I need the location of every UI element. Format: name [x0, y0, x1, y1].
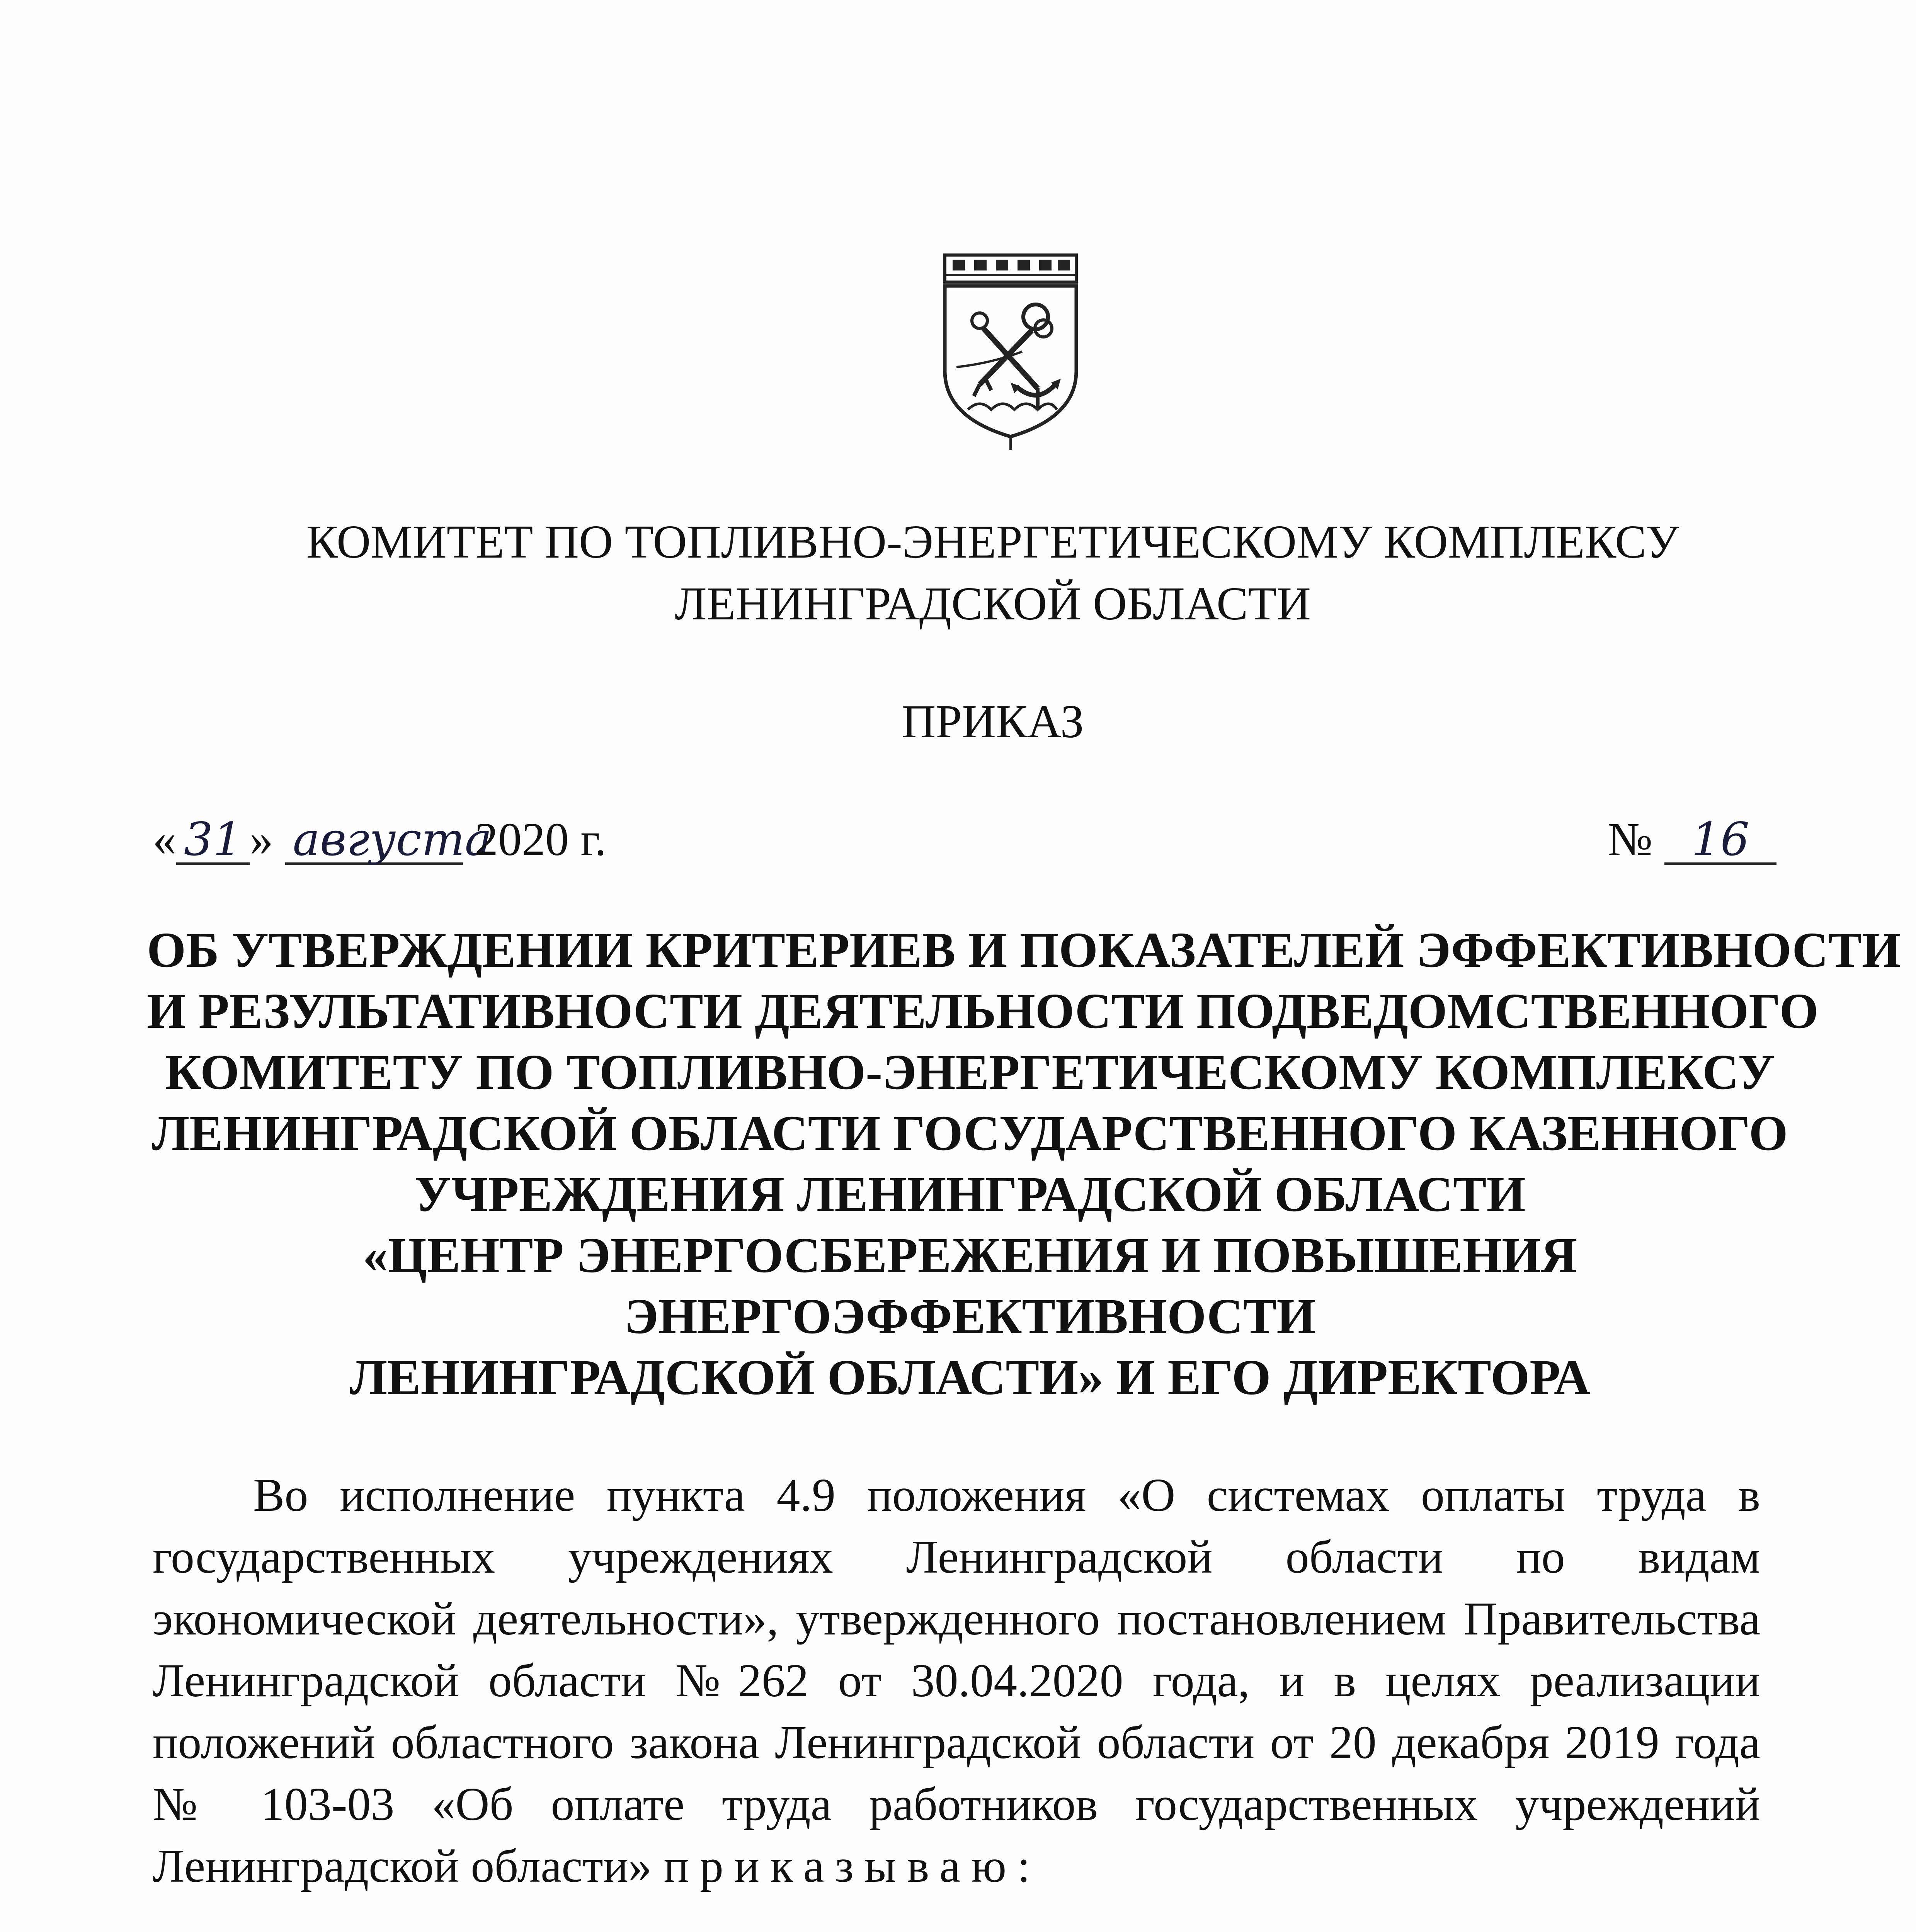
title-line: ЭНЕРГОЭФФЕКТИВНОСТИ: [624, 1289, 1316, 1344]
preamble-text: Во исполнение пункта 4.9 положения «О системах оплаты труда в государственных учреждениях Ленинградской области по видам экономической деятельности», утвержденного постановлением Правительства Ленинградской области №262 от 30.04.2020 года, и в целях реализации положений областного закона Ленинградской области от 20 декабря 2019 года № 103-03 «Об оплате труда работников государственных учреждений Ленинградской области»: [153, 1469, 1760, 1892]
title-line: УЧРЕЖДЕНИЯ ЛЕНИНГРАДСКОЙ ОБЛАСТИ: [414, 1167, 1526, 1222]
organization-name-line-2: ЛЕНИНГРАДСКОЙ ОБЛАСТИ: [675, 578, 1311, 630]
title-line: И РЕЗУЛЬТАТИВНОСТИ ДЕЯТЕЛЬНОСТИ ПОДВЕДОМСТВЕННОГО: [147, 983, 1819, 1039]
date-close-quote: »: [250, 813, 273, 866]
organization-name-line-1: КОМИТЕТ ПО ТОПЛИВНО-ЭНЕРГЕТИЧЕСКОМУ КОМПЛЕКСУ: [306, 516, 1679, 568]
date-month-handwritten: августа: [285, 816, 463, 865]
date-line: [153, 808, 606, 871]
date-year: 2020 г.: [475, 813, 607, 866]
document-number-line: [1608, 808, 1776, 871]
title-line: ЛЕНИНГРАДСКОЙ ОБЛАСТИ» И ЕГО ДИРЕКТОРА: [350, 1350, 1590, 1405]
document-title: [147, 920, 1901, 1408]
coat-of-arms-icon: [933, 251, 1088, 452]
number-value-handwritten: 16: [1664, 816, 1776, 865]
title-line: КОМИТЕТУ ПО ТОПЛИВНО-ЭНЕРГЕТИЧЕСКОМУ КОМПЛЕКСУ: [165, 1044, 1775, 1100]
document-type: ПРИКАЗ: [902, 696, 1084, 748]
number-label: №: [1608, 813, 1653, 866]
title-line: ОБ УТВЕРЖДЕНИИ КРИТЕРИЕВ И ПОКАЗАТЕЛЕЙ ЭФФЕКТИВНОСТИ: [147, 922, 1901, 978]
date-day-handwritten: 31: [176, 816, 250, 865]
order-word: приказываю:: [664, 1840, 1041, 1892]
date-open-quote: «: [153, 813, 176, 866]
title-line: ЛЕНИНГРАДСКОЙ ОБЛАСТИ ГОСУДАРСТВЕННОГО КАЗЕННОГО: [152, 1105, 1788, 1161]
preamble-paragraph: [153, 1464, 1760, 1897]
title-line: «ЦЕНТР ЭНЕРГОСБЕРЕЖЕНИЯ И ПОВЫШЕНИЯ: [362, 1228, 1577, 1283]
